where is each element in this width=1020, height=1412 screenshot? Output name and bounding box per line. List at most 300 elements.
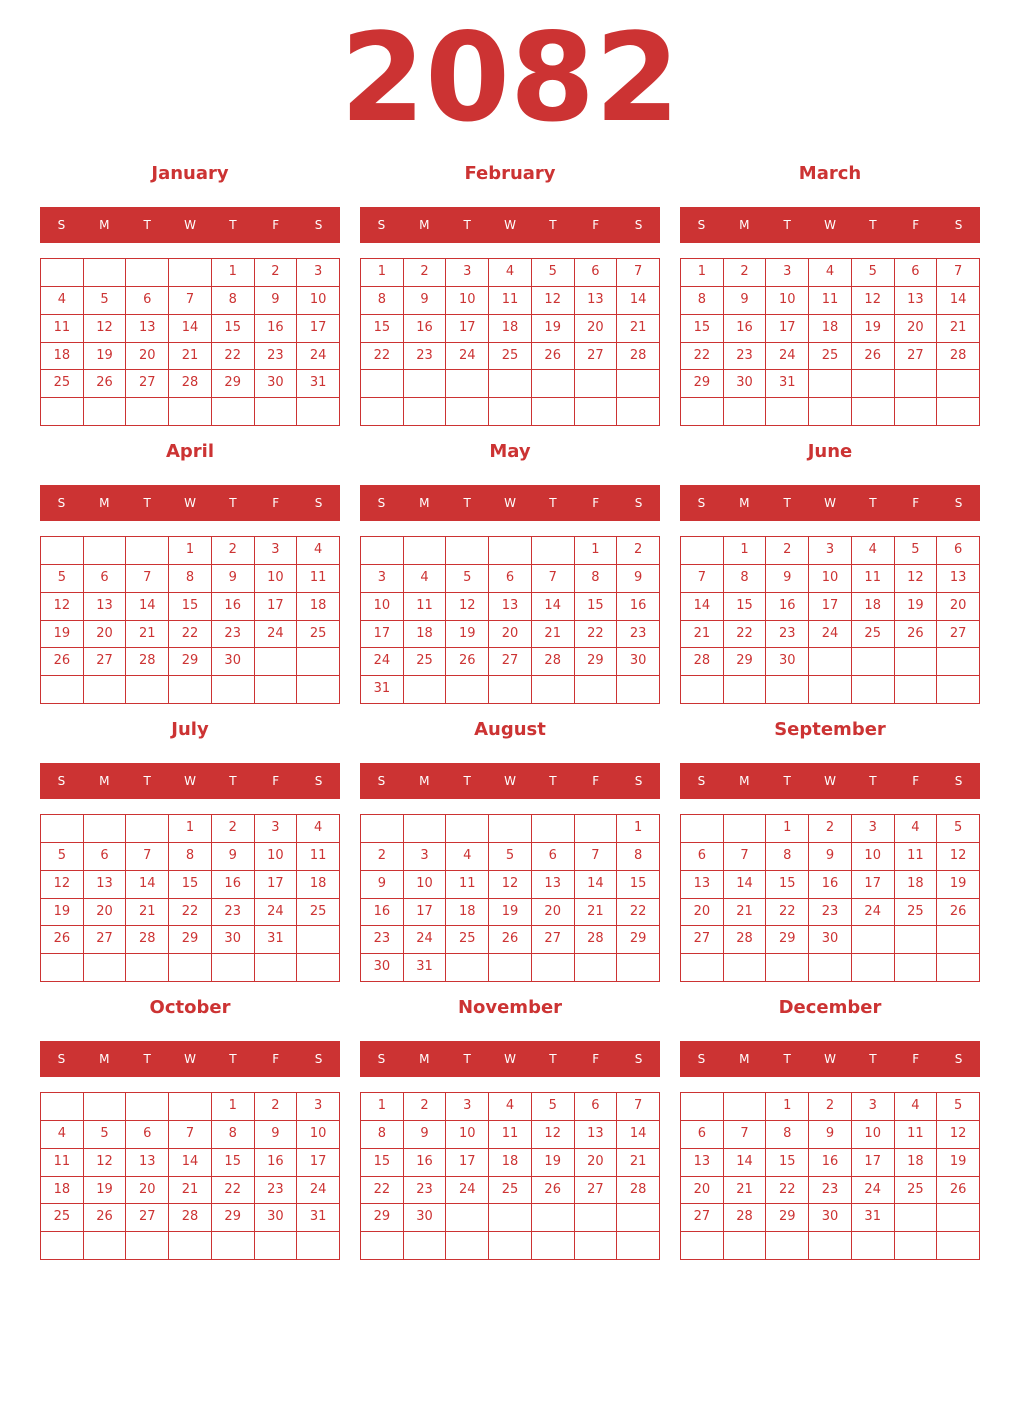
day-cell: 16 [404,315,447,343]
day-cell: 3 [297,259,340,287]
day-cell: 16 [766,593,809,621]
empty-day-cell [532,815,575,843]
weekday-header [680,763,980,799]
day-cell: 18 [895,1149,938,1177]
day-cell: 7 [937,259,980,287]
empty-day-cell [575,1204,618,1232]
day-cell: 10 [766,287,809,315]
empty-day-cell [681,676,724,704]
day-cell: 19 [446,621,489,649]
month-name: May [489,441,531,462]
day-cell: 21 [937,315,980,343]
day-cell: 15 [212,315,255,343]
weekday-label: M [739,218,750,232]
weekday-label: T [869,496,877,510]
day-cell: 21 [532,621,575,649]
day-cell: 14 [169,1149,212,1177]
day-cell: 2 [212,815,255,843]
weekday-label: S [377,1052,386,1066]
empty-day-cell [852,398,895,426]
day-cell: 14 [169,315,212,343]
month-name: August [474,719,546,740]
day-cell: 10 [255,565,298,593]
day-cell: 15 [681,315,724,343]
weekday-label: T [229,496,237,510]
weekday-label: S [697,496,706,510]
day-cell: 9 [404,287,447,315]
day-cell: 10 [404,871,447,899]
day-cell: 2 [809,815,852,843]
day-cell: 8 [766,1121,809,1149]
day-cell: 2 [724,259,767,287]
day-cell: 20 [681,1177,724,1205]
day-cell: 4 [852,537,895,565]
empty-day-cell [766,398,809,426]
empty-day-cell [617,1204,660,1232]
day-cell: 24 [852,1177,895,1205]
weekday-label: T [463,1052,471,1066]
empty-day-cell [937,1204,980,1232]
day-cell: 23 [212,899,255,927]
day-cell: 17 [852,1149,895,1177]
day-cell: 14 [617,1121,660,1149]
day-cell: 30 [212,648,255,676]
empty-day-cell [126,537,169,565]
day-cell: 23 [724,343,767,371]
day-cell: 11 [297,565,340,593]
day-cell: 6 [126,287,169,315]
day-cell: 2 [766,537,809,565]
day-cell: 28 [169,370,212,398]
day-cell: 20 [126,1177,169,1205]
day-cell: 6 [681,843,724,871]
day-cell: 1 [681,259,724,287]
day-cell: 25 [404,648,447,676]
day-cell: 8 [212,287,255,315]
empty-day-cell [446,370,489,398]
month-name: July [171,719,209,740]
empty-day-cell [809,954,852,982]
day-cell: 14 [724,871,767,899]
day-cell: 23 [255,1177,298,1205]
day-cell: 18 [297,871,340,899]
day-cell: 5 [895,537,938,565]
empty-day-cell [361,1232,404,1260]
day-cell: 28 [575,926,618,954]
day-grid [40,258,340,426]
empty-day-cell [361,537,404,565]
day-cell: 1 [766,1093,809,1121]
empty-day-cell [84,1093,127,1121]
day-cell: 16 [212,593,255,621]
day-cell: 30 [766,648,809,676]
weekday-label: S [314,774,323,788]
day-cell: 25 [895,899,938,927]
day-cell: 15 [169,593,212,621]
weekday-label: S [954,774,963,788]
empty-day-cell [255,676,298,704]
day-cell: 6 [84,565,127,593]
empty-day-cell [297,398,340,426]
day-cell: 24 [809,621,852,649]
day-cell: 3 [852,815,895,843]
empty-day-cell [532,370,575,398]
empty-day-cell [169,398,212,426]
empty-day-cell [255,1232,298,1260]
day-cell: 26 [41,926,84,954]
day-cell: 25 [297,621,340,649]
day-cell: 23 [617,621,660,649]
weekday-label: M [739,496,750,510]
day-cell: 4 [446,843,489,871]
empty-day-cell [446,676,489,704]
day-cell: 17 [297,315,340,343]
day-cell: 7 [724,1121,767,1149]
day-cell: 11 [809,287,852,315]
weekday-label: W [184,1052,196,1066]
day-cell: 22 [766,899,809,927]
day-cell: 28 [532,648,575,676]
day-cell: 13 [126,315,169,343]
day-cell: 10 [852,843,895,871]
empty-day-cell [575,954,618,982]
day-cell: 15 [766,1149,809,1177]
day-cell: 17 [361,621,404,649]
day-cell: 21 [169,343,212,371]
empty-day-cell [809,398,852,426]
day-cell: 27 [489,648,532,676]
empty-day-cell [446,954,489,982]
day-cell: 24 [446,343,489,371]
month-name: April [165,441,215,462]
day-cell: 26 [84,370,127,398]
weekday-label: T [143,1052,151,1066]
empty-day-cell [126,954,169,982]
day-cell: 5 [532,1093,575,1121]
empty-day-cell [532,537,575,565]
weekday-label: F [272,496,280,510]
day-cell: 18 [489,1149,532,1177]
empty-day-cell [852,370,895,398]
day-cell: 20 [895,315,938,343]
day-cell: 13 [489,593,532,621]
day-cell: 8 [575,565,618,593]
day-cell: 9 [809,1121,852,1149]
day-cell: 28 [937,343,980,371]
empty-day-cell [724,1093,767,1121]
day-grid [680,258,980,426]
day-cell: 15 [575,593,618,621]
day-cell: 31 [297,1204,340,1232]
day-cell: 31 [852,1204,895,1232]
day-grid [360,536,660,704]
day-cell: 5 [937,815,980,843]
day-cell: 1 [212,1093,255,1121]
day-cell: 8 [361,1121,404,1149]
day-cell: 7 [681,565,724,593]
day-cell: 10 [446,1121,489,1149]
day-cell: 31 [361,676,404,704]
empty-day-cell [446,537,489,565]
day-cell: 5 [41,565,84,593]
day-cell: 9 [724,287,767,315]
empty-day-cell [852,1232,895,1260]
day-cell: 19 [84,1177,127,1205]
weekday-label: S [377,774,386,788]
empty-day-cell [489,370,532,398]
empty-day-cell [489,537,532,565]
day-cell: 17 [404,899,447,927]
day-cell: 22 [361,1177,404,1205]
day-cell: 29 [766,1204,809,1232]
month-name: January [151,163,229,184]
empty-day-cell [532,676,575,704]
empty-day-cell [532,398,575,426]
day-cell: 19 [532,315,575,343]
day-cell: 15 [617,871,660,899]
weekday-label: S [377,218,386,232]
day-cell: 11 [895,843,938,871]
empty-day-cell [169,676,212,704]
day-cell: 24 [297,343,340,371]
day-cell: 21 [617,315,660,343]
empty-day-cell [681,537,724,565]
day-cell: 27 [575,1177,618,1205]
day-cell: 5 [937,1093,980,1121]
empty-day-cell [617,676,660,704]
day-cell: 30 [404,1204,447,1232]
day-cell: 26 [532,1177,575,1205]
day-cell: 8 [212,1121,255,1149]
day-cell: 20 [681,899,724,927]
empty-day-cell [255,954,298,982]
day-cell: 15 [361,315,404,343]
empty-day-cell [895,926,938,954]
day-cell: 10 [255,843,298,871]
day-cell: 20 [84,899,127,927]
day-cell: 12 [84,315,127,343]
day-cell: 12 [937,843,980,871]
day-cell: 1 [575,537,618,565]
day-cell: 7 [575,843,618,871]
empty-day-cell [84,398,127,426]
day-cell: 5 [489,843,532,871]
day-cell: 22 [169,899,212,927]
day-cell: 23 [404,1177,447,1205]
empty-day-cell [766,676,809,704]
day-cell: 14 [575,871,618,899]
day-cell: 13 [84,871,127,899]
day-cell: 4 [809,259,852,287]
day-cell: 16 [255,315,298,343]
weekday-label: S [377,496,386,510]
day-cell: 7 [532,565,575,593]
weekday-label: F [592,218,600,232]
day-cell: 14 [937,287,980,315]
day-cell: 8 [681,287,724,315]
empty-day-cell [681,1232,724,1260]
day-cell: 17 [446,1149,489,1177]
empty-day-cell [895,370,938,398]
empty-day-cell [937,370,980,398]
day-cell: 1 [724,537,767,565]
day-cell: 23 [361,926,404,954]
day-cell: 6 [937,537,980,565]
day-cell: 3 [297,1093,340,1121]
day-cell: 18 [446,899,489,927]
day-cell: 10 [809,565,852,593]
day-cell: 24 [255,621,298,649]
weekday-label: T [229,1052,237,1066]
empty-day-cell [446,1232,489,1260]
day-cell: 2 [404,1093,447,1121]
day-cell: 30 [255,1204,298,1232]
day-cell: 4 [895,815,938,843]
day-cell: 3 [255,537,298,565]
day-cell: 21 [724,1177,767,1205]
empty-day-cell [169,954,212,982]
empty-day-cell [937,954,980,982]
day-cell: 30 [212,926,255,954]
weekday-label: F [912,1052,920,1066]
weekday-header [40,207,340,243]
day-cell: 11 [41,1149,84,1177]
day-cell: 6 [575,1093,618,1121]
day-cell: 15 [212,1149,255,1177]
day-cell: 14 [617,287,660,315]
weekday-label: W [504,218,516,232]
day-cell: 19 [937,871,980,899]
day-cell: 20 [575,1149,618,1177]
weekday-label: W [504,1052,516,1066]
weekday-header [360,1041,660,1077]
day-cell: 1 [361,1093,404,1121]
empty-day-cell [404,1232,447,1260]
day-cell: 2 [617,537,660,565]
weekday-label: M [99,218,110,232]
day-cell: 17 [255,871,298,899]
empty-day-cell [84,815,127,843]
day-cell: 1 [169,537,212,565]
day-cell: 11 [489,287,532,315]
weekday-label: W [184,218,196,232]
day-cell: 27 [681,1204,724,1232]
weekday-label: F [592,1052,600,1066]
day-cell: 26 [937,1177,980,1205]
day-cell: 9 [404,1121,447,1149]
month-name: December [778,997,882,1018]
weekday-label: T [783,496,791,510]
weekday-label: F [592,774,600,788]
day-cell: 25 [41,370,84,398]
day-cell: 5 [446,565,489,593]
day-cell: 29 [575,648,618,676]
day-cell: 23 [212,621,255,649]
day-cell: 18 [852,593,895,621]
day-grid [680,1092,980,1260]
day-cell: 13 [895,287,938,315]
day-cell: 26 [852,343,895,371]
day-cell: 14 [126,871,169,899]
weekday-label: S [954,1052,963,1066]
day-cell: 15 [169,871,212,899]
day-cell: 8 [617,843,660,871]
weekday-label: T [143,496,151,510]
weekday-label: S [314,218,323,232]
day-grid [360,814,660,982]
empty-day-cell [41,954,84,982]
day-cell: 17 [297,1149,340,1177]
day-cell: 13 [681,871,724,899]
day-cell: 15 [724,593,767,621]
empty-day-cell [297,648,340,676]
day-cell: 8 [766,843,809,871]
day-cell: 16 [809,1149,852,1177]
weekday-label: M [419,1052,430,1066]
empty-day-cell [297,926,340,954]
day-cell: 29 [169,926,212,954]
empty-day-cell [84,1232,127,1260]
day-cell: 12 [852,287,895,315]
day-cell: 21 [681,621,724,649]
empty-day-cell [724,954,767,982]
weekday-label: T [229,774,237,788]
weekday-label: W [824,1052,836,1066]
day-cell: 24 [361,648,404,676]
weekday-label: T [463,774,471,788]
day-cell: 5 [84,287,127,315]
empty-day-cell [724,1232,767,1260]
empty-day-cell [575,1232,618,1260]
weekday-header [40,763,340,799]
empty-day-cell [361,398,404,426]
day-cell: 29 [361,1204,404,1232]
day-cell: 5 [41,843,84,871]
day-cell: 5 [532,259,575,287]
day-cell: 13 [575,1121,618,1149]
empty-day-cell [489,1232,532,1260]
day-cell: 19 [84,343,127,371]
empty-day-cell [617,954,660,982]
day-cell: 20 [126,343,169,371]
day-cell: 9 [809,843,852,871]
weekday-label: S [634,1052,643,1066]
empty-day-cell [212,1232,255,1260]
day-cell: 24 [255,899,298,927]
day-cell: 17 [446,315,489,343]
empty-day-cell [532,1204,575,1232]
empty-day-cell [724,676,767,704]
month-name: June [807,441,853,462]
day-cell: 18 [895,871,938,899]
weekday-label: T [143,218,151,232]
empty-day-cell [126,398,169,426]
empty-day-cell [937,648,980,676]
weekday-label: T [463,496,471,510]
day-cell: 22 [361,343,404,371]
weekday-label: M [419,218,430,232]
day-cell: 8 [361,287,404,315]
day-cell: 12 [489,871,532,899]
day-cell: 27 [895,343,938,371]
day-cell: 12 [446,593,489,621]
day-cell: 11 [404,593,447,621]
day-cell: 20 [84,621,127,649]
day-cell: 20 [489,621,532,649]
weekday-label: T [549,496,557,510]
day-cell: 7 [617,259,660,287]
day-cell: 27 [575,343,618,371]
